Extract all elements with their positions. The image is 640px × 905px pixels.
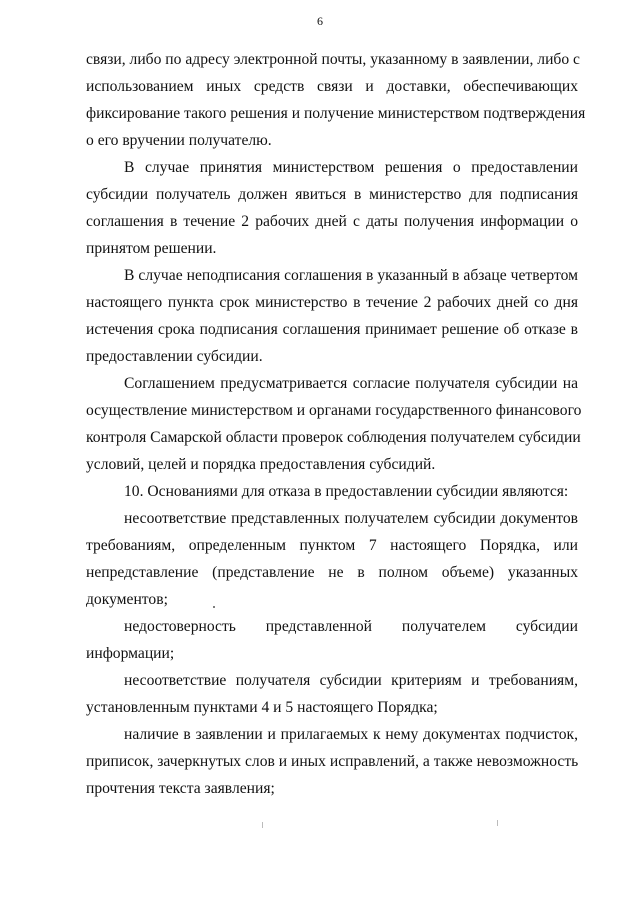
text-line: условий, целей и порядка предоставления субсидий. [86,456,436,473]
text-line: В случае принятия министерством решения о предоставлении [124,159,578,176]
text-line: В случае неподписания соглашения в указанный в абзаце четвертом [124,267,578,284]
text-line: несоответствие представленных получателем субсидии документов [124,510,578,527]
text-line: субсидии получатель должен явиться в министерство для подписания [86,186,578,203]
text-line: связи, либо по адресу электронной почты, указанному в заявлении, либо с [86,51,580,68]
text-line: Соглашением предусматривается согласие получателя субсидии на [124,375,578,392]
text-line: недостоверность представленной получателем субсидии [124,618,578,635]
text-line: соглашения в течение 2 рабочих дней с даты получения информации о [86,213,578,230]
text-line: приписок, зачеркнутых слов и иных исправлений, а также невозможность [86,753,579,770]
text-line: установленным пунктами 4 и 5 настоящего Порядка; [86,699,438,716]
scan-mark [262,822,263,828]
text-line: информации; [86,645,175,662]
text-line: использованием иных средств связи и доставки, обеспечивающих [86,78,578,95]
text-line: несоответствие получателя субсидии критериям и требованиям, [124,672,578,689]
text-line: непредставление (представление не в полном объеме) указанных [86,564,578,581]
scan-mark [497,820,498,826]
page-number: 6 [317,14,323,28]
text-line: предоставлении субсидии. [86,348,263,365]
text-line: 10. Основаниями для отказа в предоставлении субсидии являются: [124,483,569,500]
text-line: принятом решении. [86,240,217,257]
text-line: настоящего пункта срок министерство в течение 2 рабочих дней со дня [86,294,578,311]
text-line: осуществление министерством и органами государственного финансового [86,402,582,419]
text-line: фиксирование такого решения и получение министерством подтверждения [86,105,586,122]
text-line: наличие в заявлении и прилагаемых к нему документах подчисток, [124,726,578,743]
text-line: истечения срока подписания соглашения принимает решение об отказе в [86,321,578,338]
text-line: требованиям, определенным пунктом 7 настоящего Порядка, или [86,537,578,554]
text-line: документов; [86,591,168,608]
scan-speck [213,606,215,608]
text-line: контроля Самарской области проверок соблюдения получателем субсидии [86,429,581,446]
text-line: прочтения текста заявления; [86,780,275,797]
text-line: о его вручении получателю. [86,132,272,149]
